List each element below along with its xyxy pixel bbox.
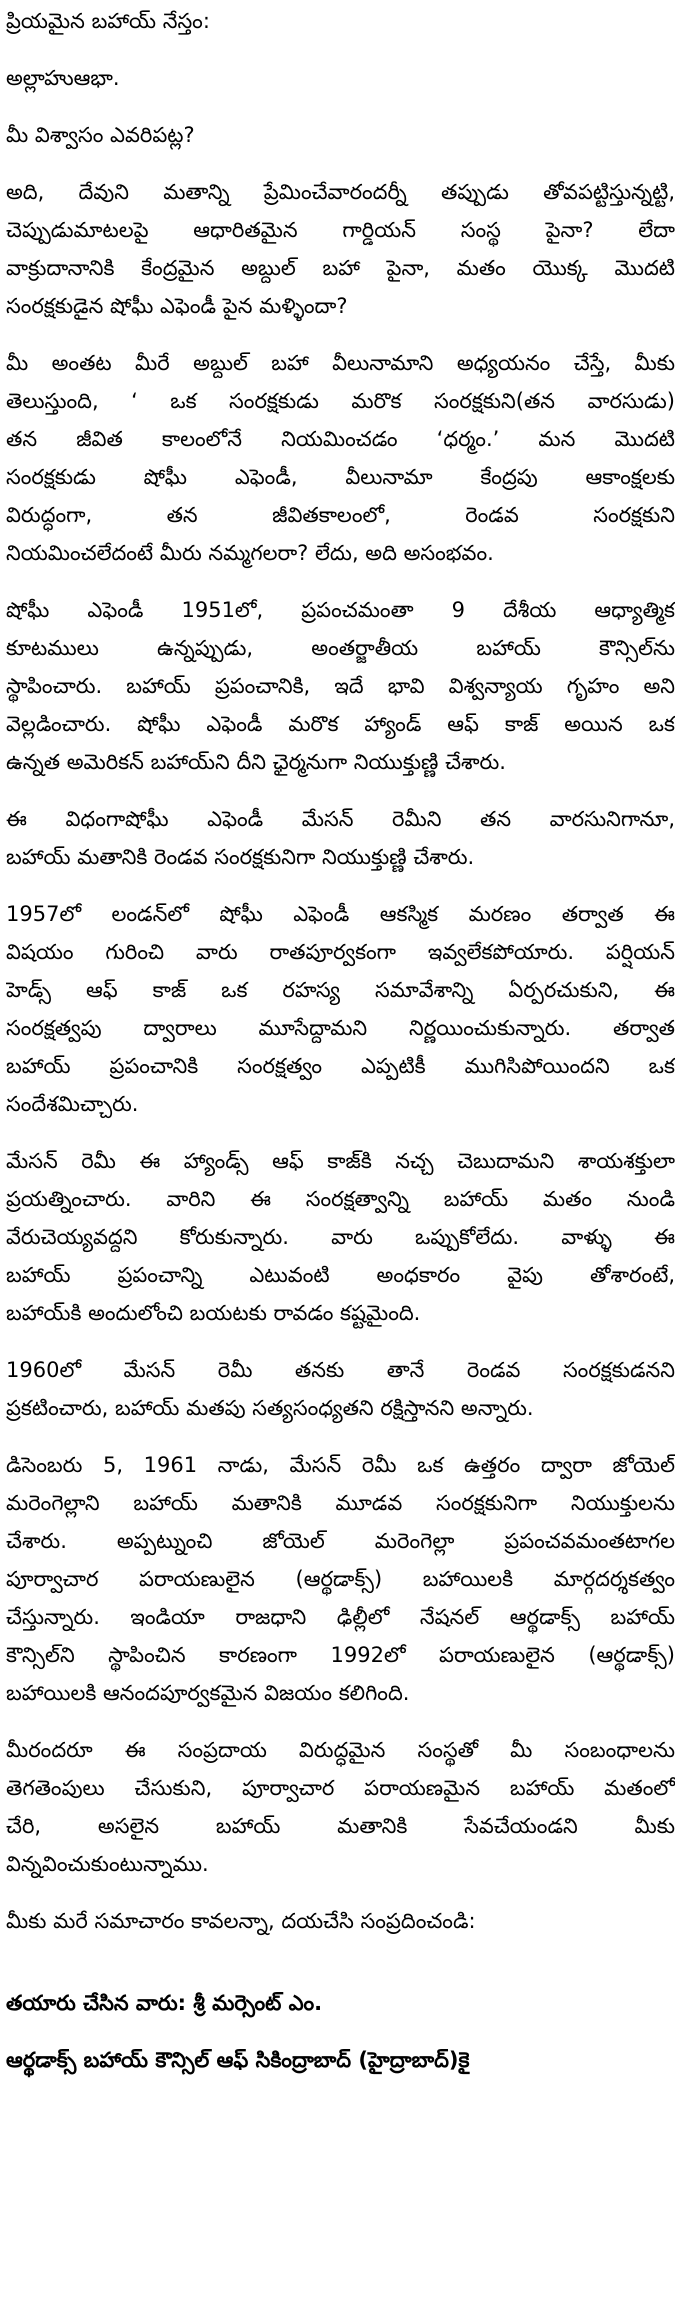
paragraph-line: వాక్రుదానానికి కేంద్రమైన అబ్దుల్ బహా పైనా, మతం యొక్క మొదటి xyxy=(6,256,675,280)
paragraph xyxy=(6,173,675,325)
paragraph-line: నియమించలేదంటే మీరు నమ్మగలరా? లేదు, అది అసంభవం. xyxy=(6,541,494,565)
paragraph-line: సందేశమిచ్చారు. xyxy=(6,1092,139,1116)
paragraph xyxy=(6,1446,675,1712)
paragraph-line: ఈ విధంగాషోఘీ ఎఫెండీ మేసన్ రెమీని తన వారసునిగానూ, xyxy=(6,807,675,831)
question: మీ విశ్వాసం ఎవరిపట్ల? xyxy=(6,123,195,147)
paragraph-line: సంరక్షకుడైన షోఘీ ఎఫెండీ పైన మళ్ళిందా? xyxy=(6,294,348,318)
paragraph-line: కౌన్సిల్‌ని స్థాపించిన కారణంగా 1992లో పరాయణులైన (ఆర్థడాక్స్) xyxy=(6,1643,675,1667)
salutation: ప్రియమైన బహాయ్ నేస్తం: xyxy=(6,9,210,33)
paragraph-line: 1960లో మేసన్ రెమీ తనకు తానే రెండవ సంరక్షకుడనని xyxy=(6,1358,675,1382)
greeting: అల్లాహుఆభా. xyxy=(6,66,120,90)
paragraph-line: బహాయ్ ప్రపంచానికి సంరక్షత్వం ఎప్పటికీ ముగిసిపోయిందని ఒక xyxy=(6,1054,675,1078)
paragraph-line: మీరందరూ ఈ సంప్రదాయ విరుద్ధమైన సంస్థతో మీ సంబంధాలను xyxy=(6,1738,675,1762)
paragraph-line: మేసన్ రెమీ ఈ హ్యాండ్స్ ఆఫ్ కాజ్‌కి నచ్చ చెబుదామని శాయశక్తులా xyxy=(6,1149,675,1173)
paragraph xyxy=(6,800,675,876)
paragraph-line: తన జీవిత కాలంలోనే నియమించడం ‘ధర్మం.’ మన మొదటి xyxy=(6,427,675,451)
paragraph-line: పూర్వాచార పరాయణులైన (ఆర్థడాక్స్) బహాయిలకి మార్గదర్శకత్వం xyxy=(6,1567,675,1591)
paragraph-line: మరెంగెల్లాని బహాయ్ మతానికి మూడవ సంరక్షకునిగా నియుక్తులను xyxy=(6,1491,675,1515)
paragraph-line: చేరి, అసలైన బహాయ్ మతానికి సేవచేయండని మీకు xyxy=(6,1814,675,1838)
paragraph xyxy=(6,1142,675,1332)
paragraph-line: సంరక్షత్వపు ద్వారాలు మూసేద్దామని నిర్ణయించుకున్నారు. తర్వాత xyxy=(6,1016,675,1040)
paragraph-line: అది, దేవుని మతాన్ని ప్రేమించేవారందర్నీ తప్పుడు తోవపట్టిస్తున్నట్టి, xyxy=(6,180,675,204)
paragraph-line: తెలుస్తుంది, ‘ ఒక సంరక్షకుడు మరొక సంరక్షకుని(తన వారసుడు) xyxy=(6,389,675,413)
paragraph-line: విరుద్ధంగా, తన జీవితకాలంలో, రెండవ సంరక్షకుని xyxy=(6,503,675,527)
paragraph xyxy=(6,895,675,1123)
paragraph-line: డిసెంబరు 5, 1961 నాడు, మేసన్ రెమీ ఒక ఉత్తరం ద్వారా జోయెల్ xyxy=(6,1453,675,1477)
paragraph-line: హెడ్స్ ఆఫ్ కాజ్ ఒక రహస్య సమావేశాన్ని ఏర్పరచుకుని, ఈ xyxy=(6,978,675,1002)
paragraph-line: వేరుచెయ్యవద్దని కోరుకున్నారు. వారు ఒప్పుకోలేదు. వాళ్ళు ఈ xyxy=(6,1225,675,1249)
letter-body xyxy=(6,173,675,1902)
paragraph-line: కూటములు ఉన్నప్పుడు, అంతర్జాతీయ బహాయ్ కౌన్సిల్‌ను xyxy=(6,636,675,660)
prepared-by: తయారు చేసిన వారు: శ్రీ మర్సెంట్ ఎం. xyxy=(6,1991,323,2015)
paragraph-line: ఉన్నత అమెరికన్ బహాయ్‌ని దీని ఛైర్మనుగా నియుక్తుణ్ణి చేశారు. xyxy=(6,750,506,774)
paragraph-line: చేశారు. అప్పట్నుంచి జోయెల్ మరెంగెల్లా ప్రపంచవమంతటాగల xyxy=(6,1529,675,1553)
paragraph xyxy=(6,1351,675,1427)
paragraph-line: బహాయ్ మతానికి రెండవ సంరక్షకునిగా నియుక్తుణ్ణి చేశారు. xyxy=(6,845,475,869)
paragraph-line: స్థాపించారు. బహాయ్ ప్రపంచానికి, ఇదే భావి విశ్వన్యాయ గృహం అని xyxy=(6,674,675,698)
paragraph-line: మీ అంతట మీరే అబ్దుల్ బహా వీలునామాని అధ్యయనం చేస్తే, మీకు xyxy=(6,351,675,375)
paragraph-line: చెప్పుడుమాటలపై ఆధారితమైన గార్డియన్ సంస్థ పైనా? లేదా xyxy=(6,218,675,242)
paragraph xyxy=(6,591,675,781)
paragraph-line: బహాయ్ ప్రపంచాన్ని ఎటువంటి అంధకారం వైపు తోశారంటే, xyxy=(6,1263,675,1287)
paragraph xyxy=(6,344,675,572)
paragraph-line: సంరక్షకుడు షోఘీ ఎఫెండీ, వీలునామా కేంద్రపు ఆకాంక్షలకు xyxy=(6,465,675,489)
paragraph xyxy=(6,1731,675,1883)
paragraph-line: 1957లో లండన్‌లో షోఘీ ఎఫెండీ ఆకస్మిక మరణం తర్వాత ఈ xyxy=(6,902,675,926)
paragraph-line: చేస్తున్నారు. ఇండియా రాజధాని ఢిల్లీలో నేషనల్ ఆర్థడాక్స్ బహాయ్ xyxy=(6,1605,675,1629)
paragraph-line: ప్రయత్నించారు. వారిని ఈ సంరక్షత్వాన్ని బహాయ్ మతం నుండి xyxy=(6,1187,675,1211)
paragraph-line: ప్రకటించారు, బహాయ్ మతపు సత్యసంధ్యతని రక్షిస్తానని అన్నారు. xyxy=(6,1396,534,1420)
paragraph-line: తెగతెంపులు చేసుకుని, పూర్వాచార పరాయణమైన బహాయ్ మతంలో xyxy=(6,1776,675,1800)
paragraph-line: వెల్లడించారు. షోఘీ ఎఫెండీ మరొక హ్యాండ్ ఆఫ్ కాజ్ అయిన ఒక xyxy=(6,712,675,736)
paragraph-line: బహాయ్‌కి అందులోంచి బయటకు రావడం కష్టమైంది. xyxy=(6,1301,421,1325)
paragraph-line: షోఘీ ఎఫెండీ 1951లో, ప్రపంచమంతా 9 దేశీయ ఆధ్యాత్మిక xyxy=(6,598,675,622)
closing-line: మీకు మరే సమాచారం కావలన్నా, దయచేసి సంప్రదించండి: xyxy=(6,1909,476,1933)
paragraph-line: బహాయిలకి ఆనందపూర్వకమైన విజయం కలిగింది. xyxy=(6,1681,410,1705)
paragraph-line: విన్నవించుకుంటున్నాము. xyxy=(6,1852,209,1876)
paragraph-line: విషయం గురించి వారు రాతపూర్వకంగా ఇవ్వలేకపోయారు. పర్షియన్ xyxy=(6,940,675,964)
council-signature: ఆర్థడాక్స్ బహాయ్ కౌన్సిల్ ఆఫ్ సికింద్రాబాద్ (హైద్రాబాద్)కై xyxy=(6,2048,470,2072)
